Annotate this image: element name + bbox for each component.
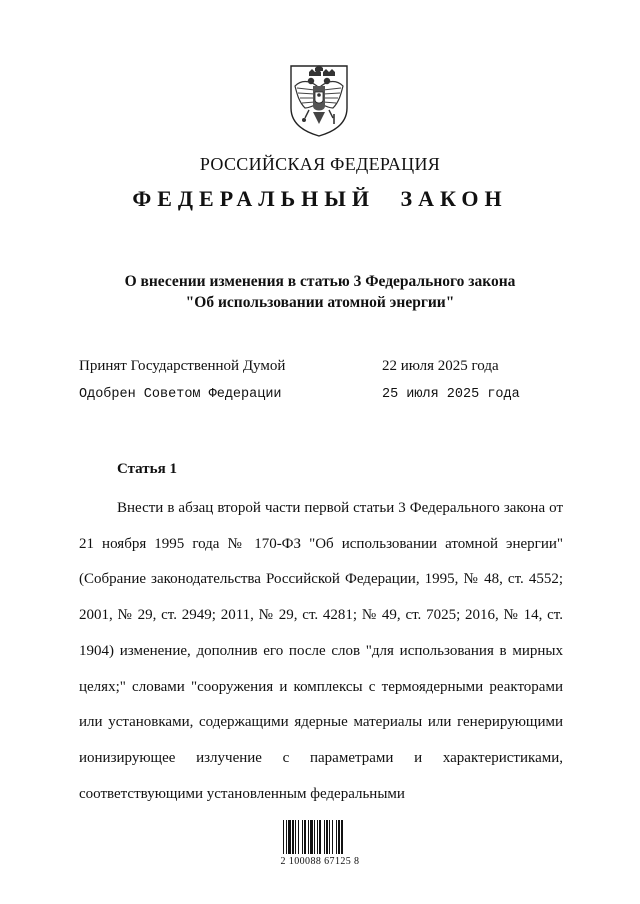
law-title-line-2: "Об использовании атомной энергии" <box>185 294 455 311</box>
document-type: ФЕДЕРАЛЬНЫЙ ЗАКОН <box>132 186 508 211</box>
law-title <box>0 271 640 313</box>
country-name: РОССИЙСКАЯ ФЕДЕРАЦИЯ <box>199 154 441 174</box>
article-heading: Статья 1 <box>117 461 177 477</box>
adoption-label: Одобрен Советом Федерации <box>79 387 282 402</box>
adoption-date: 22 июля 2025 года <box>382 358 499 374</box>
adoption-date: 25 июля 2025 года <box>382 387 520 402</box>
article-body: Внести в абзац второй части первой статьи 3 Федерального закона от 21 ноября 1995 года № 170-ФЗ "Об использовании атомной энергии" (Собрание законодательства Российской Федерации, 1995, № 48, ст. 4552; 2001, № 29, ст. 2949; 2011, № 29, ст. 4281; № 49, ст. 7025; 2016, № 14, ст. 1904) изменение, дополнив его после слов "для использования в мирных целях;" словами "сооружения и комплексы с термоядерными реакторами или установками, содержащими ядерные материалы или генерирующими ионизирующее излучение с параметрами и характеристиками, соответствующими установленным федеральными <box>79 500 563 802</box>
adoption-label: Принят Государственной Думой <box>79 358 286 374</box>
coat-of-arms-icon <box>287 64 351 138</box>
barcode-icon <box>283 820 361 854</box>
law-title-line-1: О внесении изменения в статью 3 Федерального закона <box>124 273 516 290</box>
barcode-number: 2 100088 67125 8 <box>280 856 360 867</box>
